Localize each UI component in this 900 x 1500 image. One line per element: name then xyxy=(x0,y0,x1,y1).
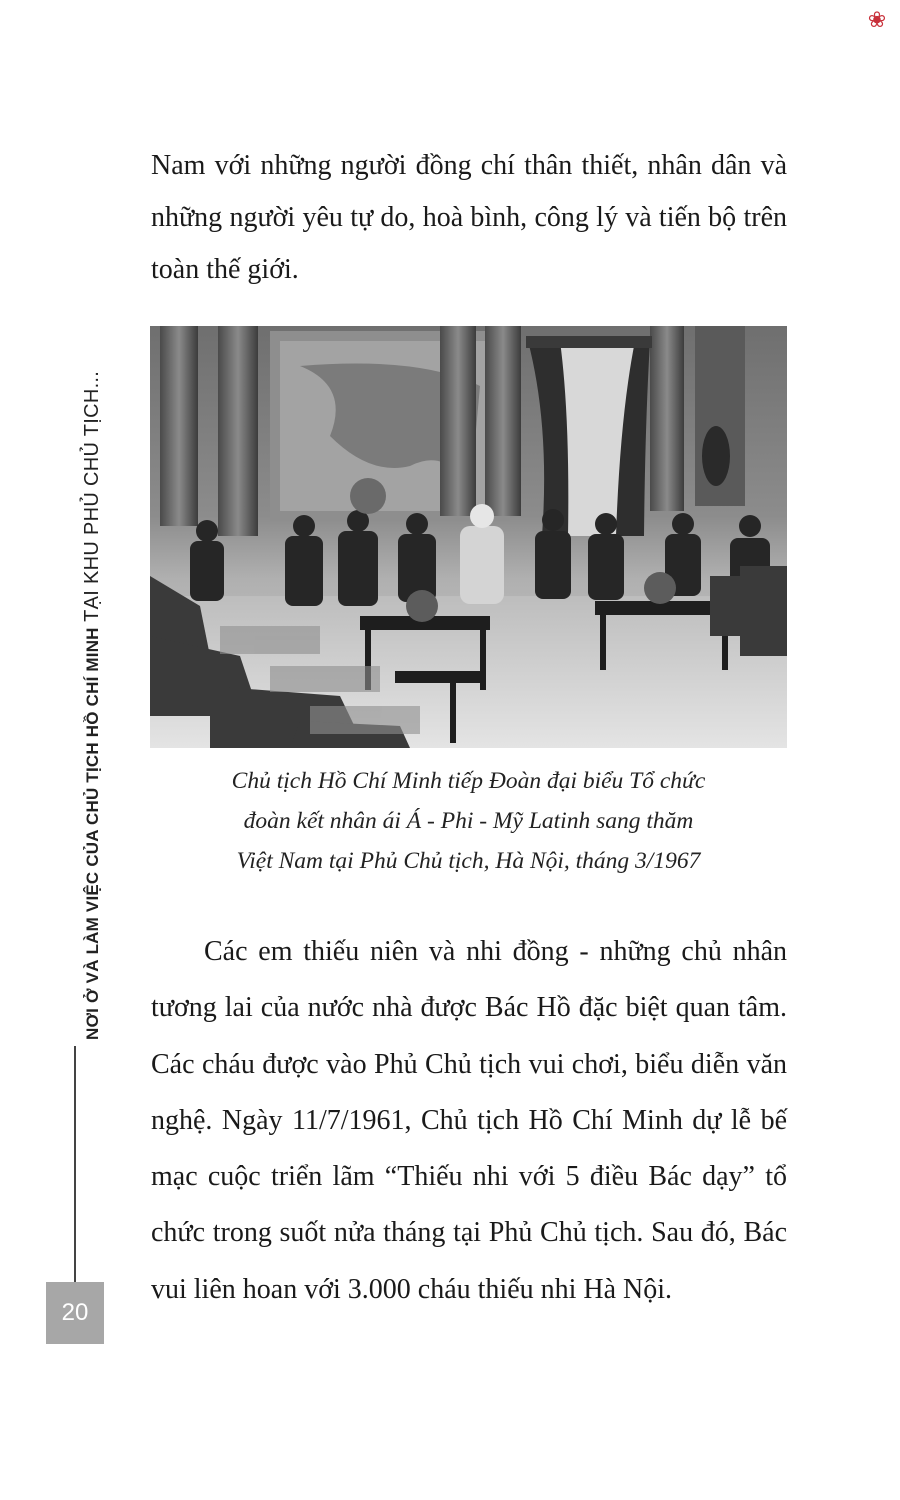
caption-line: Chủ tịch Hồ Chí Minh tiếp Đoàn đại biểu Tổ chức xyxy=(231,768,706,794)
meeting-photo xyxy=(150,326,787,748)
caption-line: Việt Nam tại Phủ Chủ tịch, Hà Nội, tháng 3/1967 xyxy=(236,848,701,874)
body-paragraph-1: Nam với những người đồng chí thân thiết, nhân dân và những người yêu tự do, hoà bình, công lý và tiến bộ trên toàn thế giới. xyxy=(151,150,787,285)
page-number: 20 xyxy=(46,1282,104,1344)
running-title-rule xyxy=(74,1046,76,1286)
photo-caption xyxy=(150,761,787,881)
running-title-regular: TẠI KHU PHỦ CHỦ TỊCH... xyxy=(81,370,103,628)
caption-line: đoàn kết nhân ái Á - Phi - Mỹ Latinh sang thăm xyxy=(243,808,694,834)
flower-ornament-icon: ❀ xyxy=(867,8,887,33)
running-title-bold: NƠI Ở VÀ LÀM VIỆC CỦA CHỦ TỊCH HỒ CHÍ MINH xyxy=(83,627,102,1040)
running-title xyxy=(80,35,104,1040)
body-paragraph-2: Các em thiếu niên và nhi đồng - những chủ nhân tương lai của nước nhà được Bác Hồ đặc biệt quan tâm. Các cháu được vào Phủ Chủ tịch vui chơi, biểu diễn văn nghệ. Ngày 11/7/1961, Chủ tịch Hồ Chí Minh dự lễ bế mạc cuộc triển lãm “Thiếu nhi với 5 điều Bác dạy” tổ chức trong suốt nửa tháng tại Phủ Chủ tịch. Sau đó, Bác vui liên hoan với 3.000 cháu thiếu nhi Hà Nội. xyxy=(151,936,787,1305)
